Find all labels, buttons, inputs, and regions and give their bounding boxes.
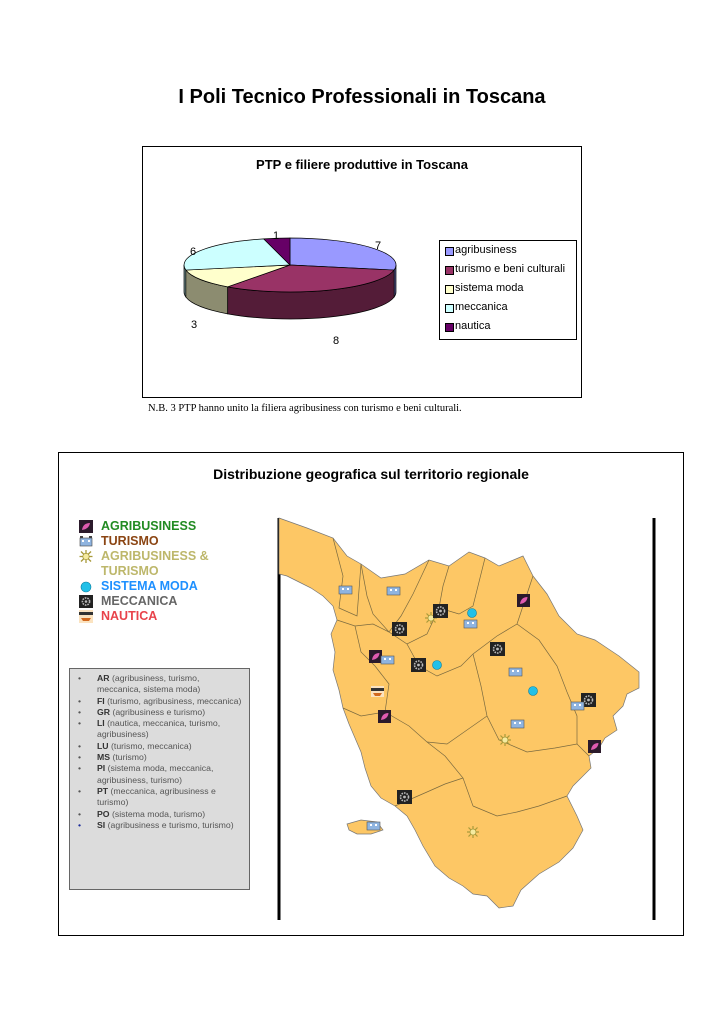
poli-code: MS bbox=[97, 752, 111, 763]
list-item bbox=[97, 752, 243, 763]
legend-agribusiness-turismo-label2: TURISMO bbox=[101, 564, 159, 578]
legend-label: nautica bbox=[455, 320, 491, 332]
map-marker-agribusiness bbox=[588, 740, 601, 753]
list-item bbox=[97, 696, 243, 707]
map-marker-turismo bbox=[381, 656, 394, 664]
list-item bbox=[97, 786, 243, 809]
legend-label: agribusiness bbox=[455, 244, 517, 256]
poli-desc: (turismo) bbox=[110, 752, 147, 763]
map-marker-agribusiness bbox=[517, 594, 530, 607]
legend-swatch bbox=[445, 266, 454, 275]
map-marker-agribusiness-turismo bbox=[467, 826, 479, 838]
poli-desc: (nautica, meccanica, turismo, agribusiness) bbox=[97, 718, 221, 740]
poli-code: PT bbox=[97, 785, 109, 796]
poli-code: PO bbox=[97, 808, 110, 819]
poli-desc: (agribusiness, turismo, meccanica, sistema moda) bbox=[97, 673, 201, 695]
poli-desc: (sistema moda, meccanica, agribusiness, turismo) bbox=[97, 763, 214, 785]
legend-turismo-label: TURISMO bbox=[101, 534, 159, 548]
poli-code: LU bbox=[97, 740, 109, 751]
list-item bbox=[97, 718, 243, 741]
page-title: I Poli Tecnico Professionali in Toscana bbox=[178, 86, 546, 108]
chart-title: PTP e filiere produttive in Toscana bbox=[256, 157, 468, 172]
legend-sistema-moda bbox=[79, 579, 279, 594]
poli-desc: (turismo, agribusiness, meccanica) bbox=[104, 695, 242, 706]
poli-code: LI bbox=[97, 718, 105, 729]
list-item bbox=[97, 741, 243, 752]
poli-desc: (agribusiness e turismo, turismo) bbox=[105, 819, 234, 830]
map-marker-meccanica bbox=[411, 658, 426, 672]
symbol-legend bbox=[79, 519, 279, 624]
meccanica-icon bbox=[79, 595, 93, 608]
map-marker-turismo bbox=[464, 620, 477, 628]
legend-label: sistema moda bbox=[455, 282, 524, 294]
poli-desc: (agribusiness e turismo) bbox=[110, 706, 206, 717]
map-marker-agribusiness bbox=[369, 650, 382, 663]
list-item bbox=[97, 763, 243, 786]
poli-code: PI bbox=[97, 763, 106, 774]
legend-turismo bbox=[79, 534, 279, 549]
pie-label-agribusiness: 7 bbox=[375, 240, 382, 252]
poli-code: FI bbox=[97, 695, 105, 706]
legend-nautica bbox=[79, 609, 279, 624]
legend-item-turismo bbox=[440, 260, 576, 279]
poli-desc: (turismo, meccanica) bbox=[108, 740, 192, 751]
map-marker-meccanica bbox=[490, 642, 505, 656]
turismo-icon bbox=[79, 535, 93, 548]
agribusiness-icon bbox=[79, 520, 93, 533]
list-item bbox=[97, 809, 243, 820]
tuscany-map bbox=[277, 516, 663, 922]
map-marker-nautica bbox=[371, 686, 384, 697]
poli-desc: (meccanica, agribusiness e turismo) bbox=[97, 785, 216, 808]
map-marker-turismo bbox=[509, 668, 522, 676]
map-marker-meccanica bbox=[397, 790, 412, 804]
poli-code: AR bbox=[97, 673, 110, 683]
legend-agribusiness-turismo-label: AGRIBUSINESS & bbox=[101, 549, 209, 563]
poli-list bbox=[69, 668, 250, 890]
legend-swatch bbox=[445, 247, 454, 256]
pie-label-nautica: 1 bbox=[273, 230, 280, 242]
legend-nautica-label: NAUTICA bbox=[101, 609, 158, 623]
legend-label: meccanica bbox=[455, 301, 508, 313]
pie-chart bbox=[142, 146, 582, 398]
legend-agribusiness-turismo bbox=[79, 549, 279, 579]
tuscany-region bbox=[279, 518, 639, 908]
map-marker-sistema-moda bbox=[433, 661, 442, 670]
legend-meccanica bbox=[79, 594, 279, 609]
poli-desc: (sistema moda, turismo) bbox=[109, 808, 206, 819]
map-marker-sistema-moda bbox=[529, 687, 538, 696]
legend-sistema-moda-label: SISTEMA MODA bbox=[101, 579, 198, 593]
map-marker-turismo bbox=[367, 822, 380, 830]
list-item bbox=[97, 820, 243, 831]
map-marker-turismo bbox=[387, 587, 400, 595]
pie-label-sistema-moda: 3 bbox=[191, 319, 198, 331]
legend-agribusiness bbox=[79, 519, 279, 534]
map-marker-agribusiness bbox=[378, 710, 391, 723]
list-item bbox=[97, 707, 243, 718]
nautica-icon bbox=[79, 610, 93, 623]
list-item bbox=[97, 673, 243, 696]
legend-swatch bbox=[445, 304, 454, 313]
legend-item-sistema-moda bbox=[440, 279, 576, 298]
footnote: N.B. 3 PTP hanno unito la filiera agribusiness con turismo e beni culturali. bbox=[148, 403, 462, 414]
legend-item-meccanica bbox=[440, 298, 576, 317]
legend-swatch bbox=[445, 285, 454, 294]
legend-item-nautica bbox=[440, 317, 576, 336]
map-marker-meccanica bbox=[433, 604, 448, 618]
geo-panel bbox=[58, 452, 684, 936]
poli-code: GR bbox=[97, 706, 111, 717]
map-marker-meccanica bbox=[392, 622, 407, 636]
legend-swatch bbox=[445, 323, 454, 332]
legend-agribusiness-label: AGRIBUSINESS bbox=[101, 519, 197, 533]
chart-legend bbox=[439, 240, 577, 340]
legend-meccanica-label: MECCANICA bbox=[101, 594, 178, 608]
legend-item-agribusiness bbox=[440, 241, 576, 260]
map-marker-sistema-moda bbox=[468, 609, 477, 618]
map-marker-agribusiness-turismo bbox=[499, 734, 511, 746]
map-marker-turismo bbox=[571, 702, 584, 710]
geo-title: Distribuzione geografica sul territorio regionale bbox=[213, 466, 529, 482]
sistema-moda-icon bbox=[79, 580, 93, 593]
pie-label-meccanica: 6 bbox=[190, 246, 197, 258]
poli-code: SI bbox=[97, 819, 106, 830]
map-marker-turismo bbox=[511, 720, 524, 728]
agribusiness-turismo-icon bbox=[79, 550, 93, 563]
pie-label-turismo: 8 bbox=[333, 335, 340, 347]
legend-label: turismo e beni culturali bbox=[455, 263, 566, 275]
map-marker-turismo bbox=[339, 586, 352, 594]
